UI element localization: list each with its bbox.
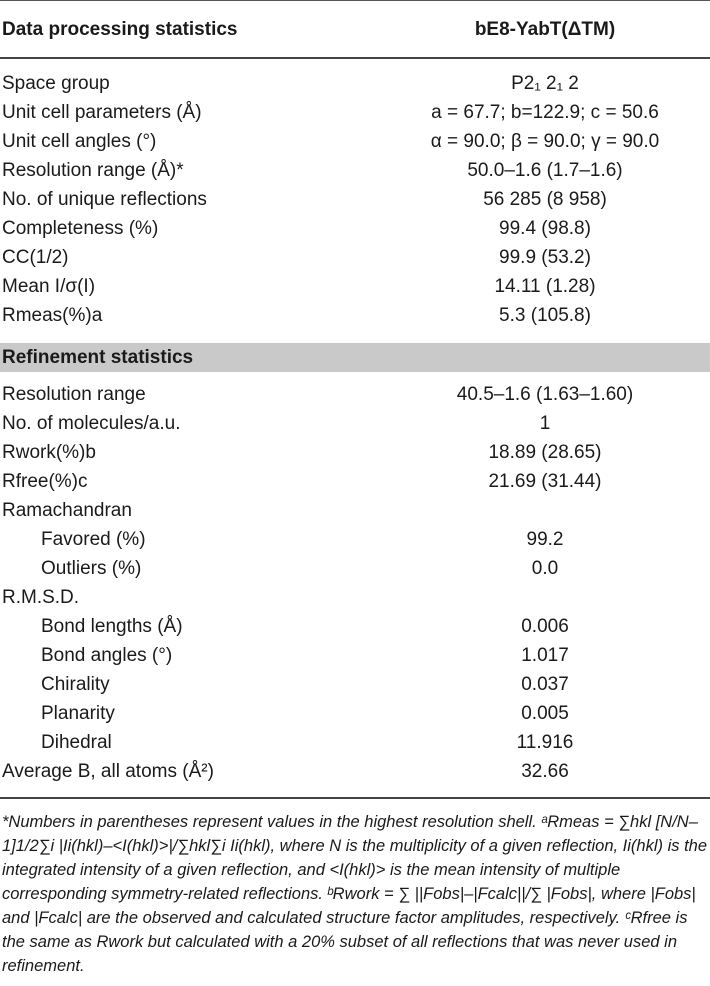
- table-row: [0, 496, 710, 525]
- row-value: 5.3 (105.8): [499, 305, 591, 326]
- footnote-text: *Numbers in parentheses represent values in the highest resolution shell. ᵃRmeas = ∑hkl [N/N–1]1/2∑i |Ii(hkl)–<I(hkl)>|/∑hkl∑i Ii(hkl), where N is the multiplicity of a given reflection, Ii(hkl) is the integrated intensity of a given reflection, and <I(hkl)> is the mean intensity of multiple corresponding symmetry-related reflections. ᵇRwork = ∑ ||Fobs|–|Fcalc||/∑ |Fobs|, where |Fobs| and |Fcalc| are the observed and calculated structure factor amplitudes, respectively. ᶜRfree is the same as Rwork but calculated with a 20% subset of all reflections that was never used in refinement.: [2, 813, 708, 975]
- row-value: P2₁ 2₁ 2: [511, 73, 579, 94]
- row-label: Completeness (%): [2, 218, 159, 239]
- row-label: No. of unique reflections: [2, 189, 207, 210]
- row-label: Ramachandran: [2, 500, 132, 521]
- row-label: Unit cell parameters (Å): [2, 102, 202, 123]
- row-value: 0.0: [531, 558, 559, 579]
- table-row: [0, 409, 710, 438]
- row-label: Unit cell angles (°): [2, 131, 157, 152]
- table-row: [0, 467, 710, 496]
- row-value: 1.017: [521, 645, 569, 666]
- row-value: α = 90.0; β = 90.0; γ = 90.0: [430, 131, 660, 152]
- row-value: 0.005: [521, 703, 569, 724]
- table-row: [0, 380, 710, 409]
- refinement-title: Refinement statistics: [2, 347, 194, 368]
- table-row: [0, 301, 710, 330]
- header-col1: Data processing statistics: [2, 19, 238, 40]
- top-rule: [0, 0, 710, 1]
- row-label: Rfree(%)c: [2, 471, 88, 492]
- table-row: [0, 127, 710, 156]
- row-label: Favored (%): [41, 529, 146, 550]
- row-value: 14.11 (1.28): [494, 276, 596, 297]
- table-row: [0, 525, 710, 554]
- row-value: 50.0–1.6 (1.7–1.6): [467, 160, 623, 181]
- row-value: 11.916: [516, 732, 574, 753]
- table-row: [0, 641, 710, 670]
- table-row: [0, 757, 710, 786]
- row-label: Bond angles (°): [41, 645, 173, 666]
- table-row: [0, 554, 710, 583]
- table-footnote: [2, 810, 708, 978]
- row-value: 18.89 (28.65): [488, 442, 602, 463]
- row-value: 99.4 (98.8): [499, 218, 591, 239]
- row-label: Dihedral: [41, 732, 112, 753]
- row-value: 21.69 (31.44): [488, 471, 602, 492]
- row-value: 56 285 (8 958): [483, 189, 607, 210]
- table-row: [0, 272, 710, 301]
- bottom-rule: [0, 797, 710, 799]
- table-row: [0, 699, 710, 728]
- table-row: [0, 98, 710, 127]
- row-value: 32.66: [521, 761, 569, 782]
- row-label: Rwork(%)b: [2, 442, 96, 463]
- table-row: [0, 583, 710, 612]
- row-label: Bond lengths (Å): [41, 616, 183, 637]
- row-label: Rmeas(%)a: [2, 305, 103, 326]
- row-label: Outliers (%): [41, 558, 142, 579]
- row-label: R.M.S.D.: [2, 587, 80, 608]
- table-row: [0, 612, 710, 641]
- row-value: 99.2: [526, 529, 564, 550]
- row-label: Average B, all atoms (Å²): [2, 761, 214, 782]
- table-row: [0, 438, 710, 467]
- table-row: [0, 243, 710, 272]
- table-header: [0, 15, 710, 44]
- row-label: No. of molecules/a.u.: [2, 413, 181, 434]
- row-label: Mean I/σ(I): [2, 276, 96, 297]
- row-label: Chirality: [41, 674, 110, 695]
- row-value: 40.5–1.6 (1.63–1.60): [456, 384, 634, 405]
- row-value: 1: [539, 413, 551, 434]
- row-value: 99.9 (53.2): [499, 247, 591, 268]
- table-row: [0, 156, 710, 185]
- header-rule: [0, 57, 710, 59]
- header-col2: bE8-YabT(ΔTM): [474, 19, 616, 40]
- row-label: Resolution range: [2, 384, 146, 405]
- row-value: 0.037: [521, 674, 569, 695]
- row-value: a = 67.7; b=122.9; c = 50.6: [431, 102, 659, 123]
- row-label: Space group: [2, 73, 110, 94]
- table-row: [0, 69, 710, 98]
- table-row: [0, 185, 710, 214]
- table-row: [0, 214, 710, 243]
- table-row: [0, 728, 710, 757]
- row-value: 0.006: [521, 616, 569, 637]
- row-label: Planarity: [41, 703, 115, 724]
- refinement-section-header: [0, 343, 710, 372]
- table-row: [0, 670, 710, 699]
- row-label: CC(1/2): [2, 247, 69, 268]
- row-label: Resolution range (Å)*: [2, 160, 184, 181]
